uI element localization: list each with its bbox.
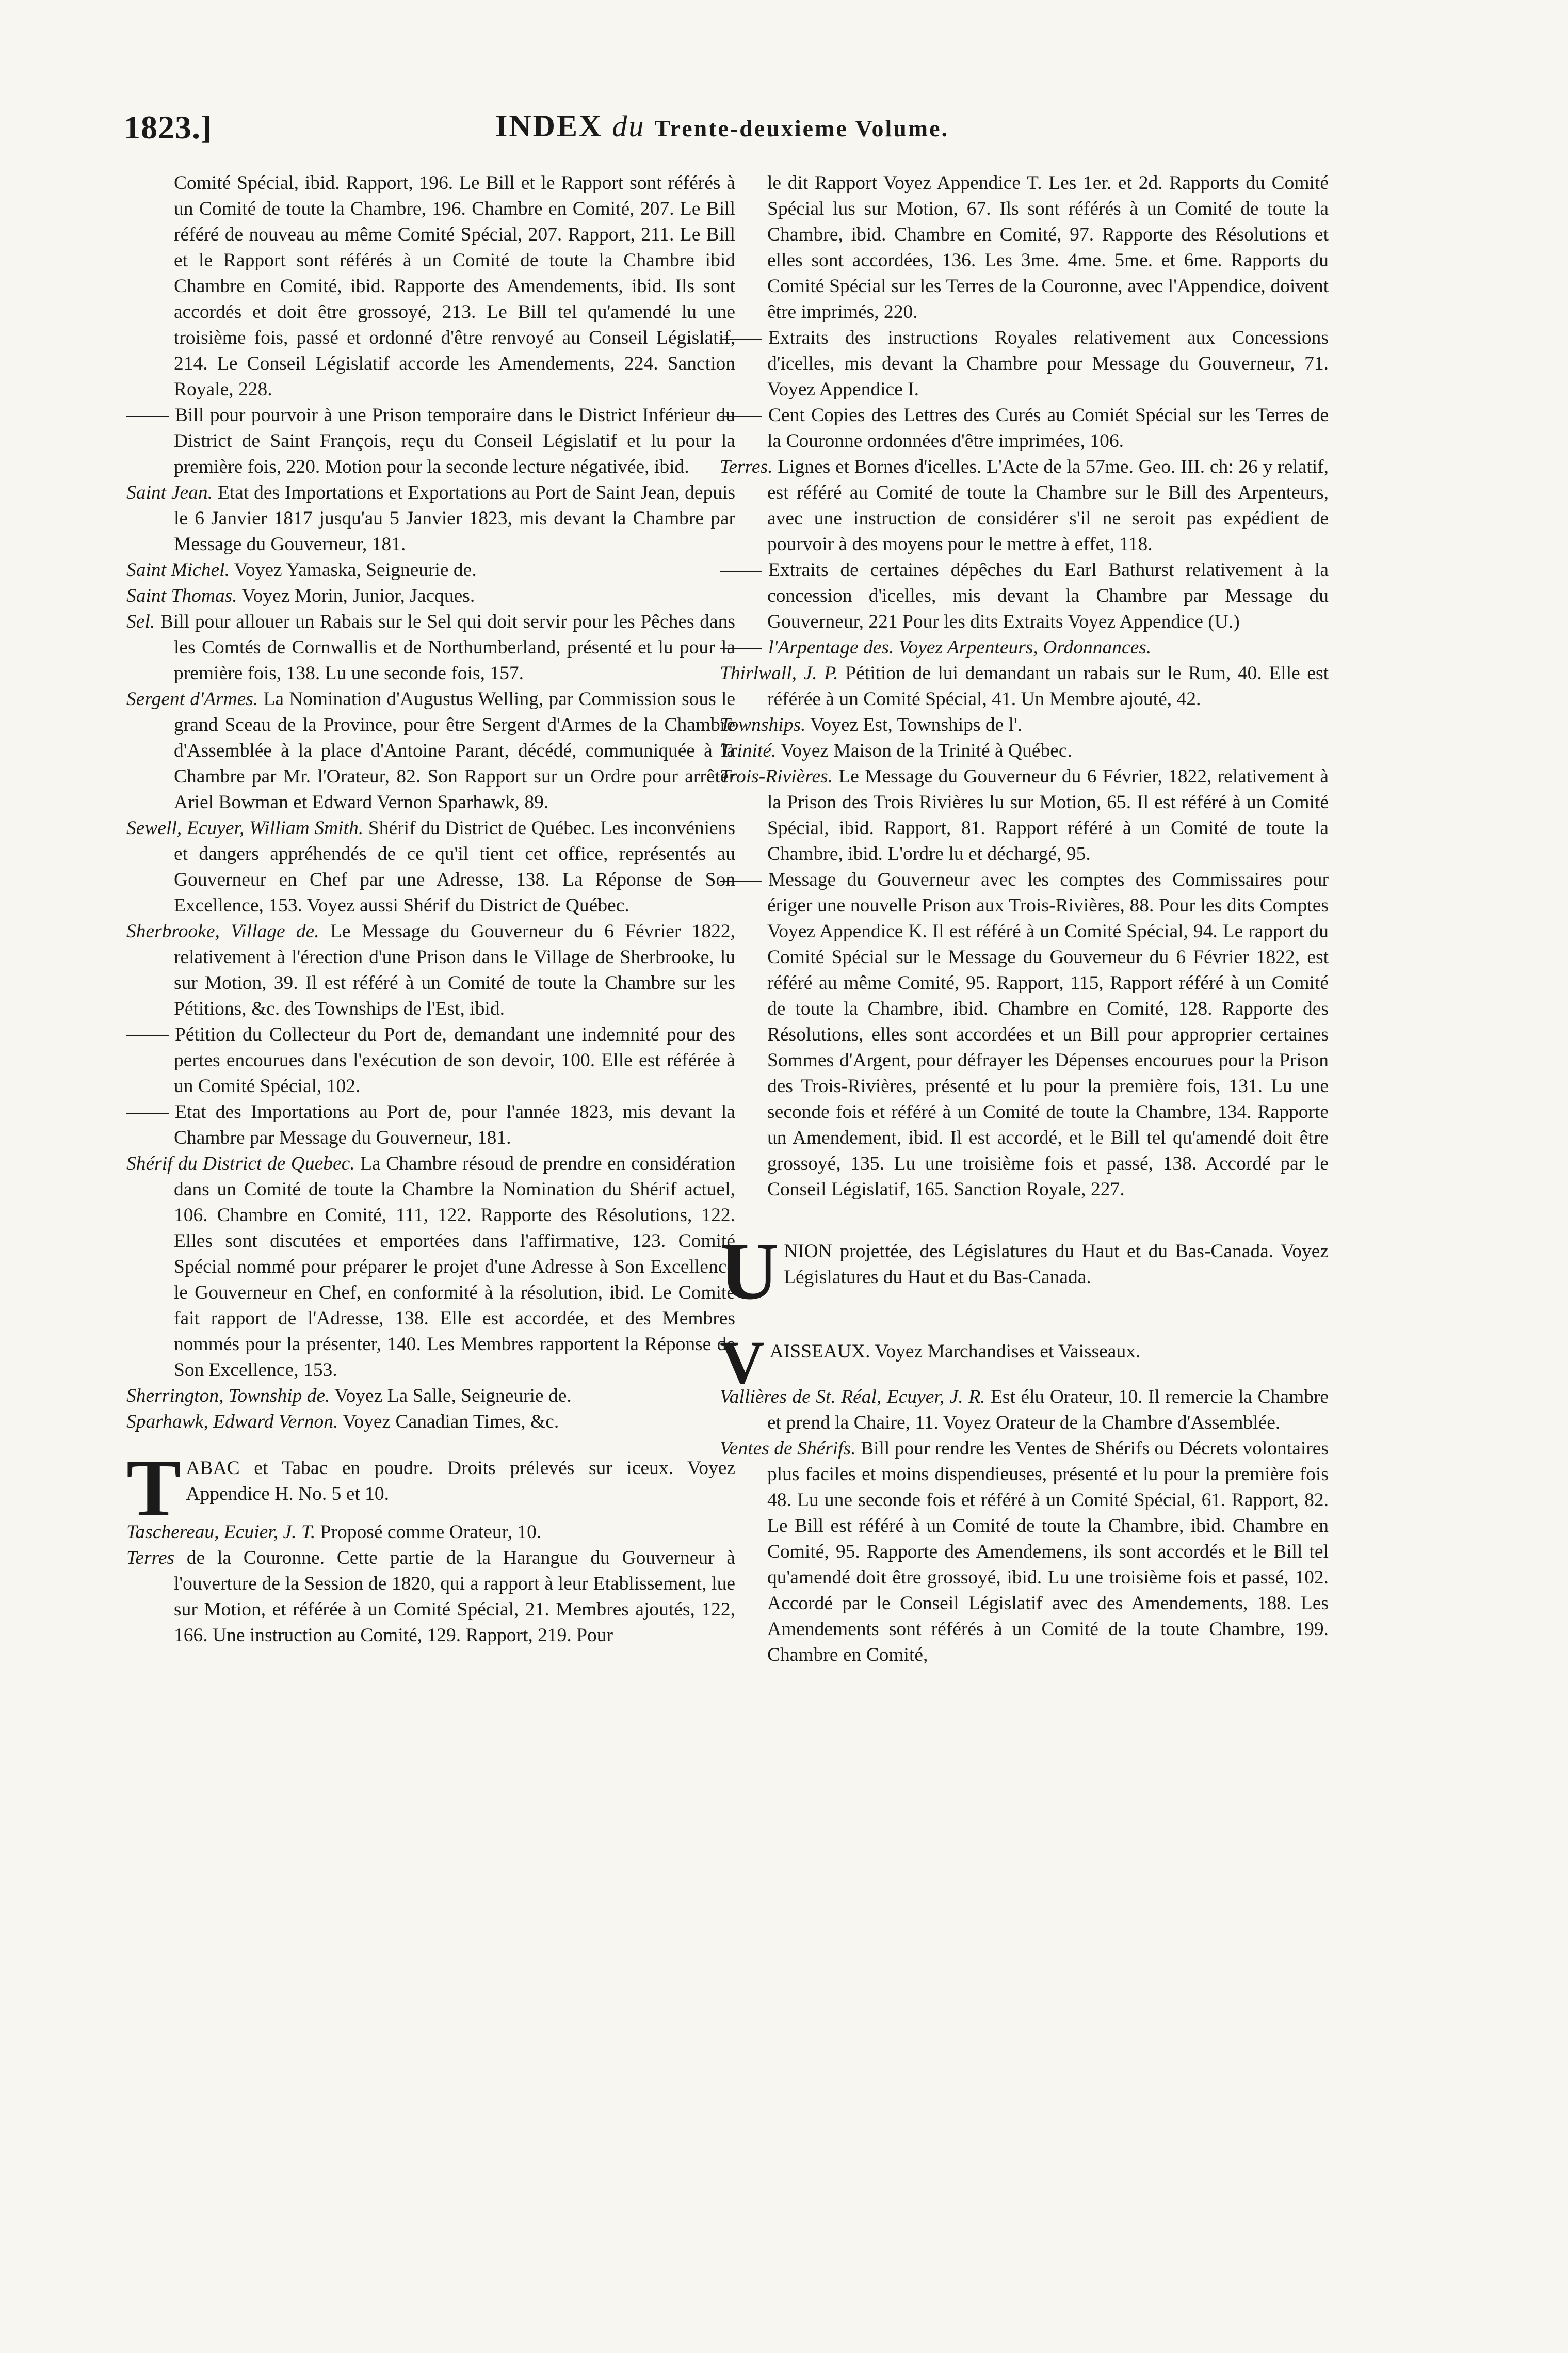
entry-head: Ventes de Shérifs. <box>720 1438 856 1459</box>
entry-text: Bill pour allouer un Rabais sur le Sel qui doit servir pour les Pêches dans les Comtés de Cornwallis et de Northumberland, présenté et lu pour la première fois, 138. Lu une seconde fois, 157. <box>160 611 736 684</box>
entry-text: Le Message du Gouverneur du 6 Février 1822, relativement à l'érection d'une Prison dans le Village de Sherbrooke, lu sur Motion, 39. Il est référé à un Comité de toute la Chambre sur les Pétitions, &c. des Townships de l'Est, ibid. <box>174 921 736 1019</box>
dash-rule <box>720 648 762 649</box>
dash-rule <box>126 1035 169 1036</box>
entry-sherif-quebec <box>126 1151 735 1383</box>
entry-text: Lignes et Bornes d'icelles. L'Acte de la 57me. Geo. III. ch: 26 y relatif, est référé au Comité de toute la Chambre sur le Bill des Arpenteurs, avec une instruction de considérer s'il ne seroit pas expédient de pourvoir à des moyens pour le mettre à effet, 118. <box>767 456 1329 555</box>
entry-text: Cent Copies des Lettres des Curés au Comiét Spécial sur les Terres de la Couronne ordonnées d'être imprimées, 106. <box>767 405 1329 452</box>
entry-text: Voyez Yamaska, Seigneurie de. <box>234 559 477 581</box>
entry-saint-thomas <box>126 583 735 609</box>
entry-text: Voyez Est, Townships de l'. <box>810 714 1023 735</box>
entry-continuation <box>126 170 735 403</box>
section-gap <box>720 1303 1329 1339</box>
right-column <box>720 170 1329 1668</box>
sub-entry <box>720 557 1329 635</box>
entry-text: Etat des Importations au Port de, pour l'année 1823, mis devant la Chambre par Message du Gouverneur, 181. <box>174 1101 735 1148</box>
entry-vallieres <box>720 1384 1329 1436</box>
sub-entry <box>720 867 1329 1203</box>
entry-text: Etat des Importations et Exportations au Port de Saint Jean, depuis le 6 Janvier 1817 jusqu'au 5 Janvier 1823, mis devant la Chambre par Message du Gouverneur, 181. <box>174 482 735 555</box>
entry-head: Trois-Rivières. <box>720 766 833 787</box>
entry-text: Extraits de certaines dépêches du Earl Bathurst relativement à la concession d'icelles, mis devant la Chambre par Message du Gouverneur, 221 Pour les dits Extraits Voyez Appendice (U.) <box>767 559 1329 632</box>
entry-head: Sewell, Ecuyer, William Smith. <box>126 818 364 839</box>
entry-head: Terres <box>126 1547 175 1568</box>
entry-text: Pétition du Collecteur du Port de, demandant une indemnité pour des pertes encourues dans l'exécution de son devoir, 100. Elle est référée à un Comité Spécial, 102. <box>174 1024 735 1097</box>
entry-text: Message du Gouverneur avec les comptes des Commissaires pour ériger une nouvelle Prison aux Trois-Rivières, 88. Pour les dits Comptes Voyez Appendice K. Il est référé à un Comité Spécial, 94. Le rapport du Comité Spécial sur le Message du Gouverneur du 6 Février 1822, est référé au même Comité, 95. Rapport, 115, Rapport référé à un Comité de toute la Chambre, ibid. Chambre en Comité, 128. Rapporte des Résolutions, elles sont accordées et un Bill pour approprier certaines Sommes d'Argent, pour défrayer les Dépenses encourues pour la Prison des Trois-Rivières, présenté et lu pour la première fois, 131. Lu une seconde fois et référé à un Comité de toute la Chambre, 134. Rapporte un Amendement, ibid. Il est accordé, et le Bill tel qu'amendé doit être grossoyé, 135. Lu une troisième fois et passé, 138. Accordé par le Conseil Législatif, 165. Sanction Royale, 227. <box>767 869 1329 1200</box>
entry-trinite <box>720 738 1329 764</box>
entry-text: Voyez La Salle, Seigneurie de. <box>334 1385 572 1406</box>
sub-entry <box>126 403 735 480</box>
entry-head: Townships. <box>720 714 806 735</box>
entry-sherrington <box>126 1383 735 1409</box>
entry-head: Trinité. <box>720 740 777 761</box>
sub-entry <box>126 1099 735 1151</box>
entry-head: Saint Thomas. <box>126 585 237 606</box>
sub-entry <box>720 403 1329 454</box>
section-gap <box>126 1435 735 1455</box>
entry-text: Voyez Maison de la Trinité à Québec. <box>781 740 1072 761</box>
entry-text: Bill pour rendre les Ventes de Shérifs ou Décrets volontaires plus faciles et moins dispendieuses, présenté et lu pour la première fois 48. Lu une seconde fois et référé à un Comité Spécial, 61. Rapport, 82. Le Bill est référé à un Comité de toute la Chambre, ibid. Chambre en Comité, 95. Rapporte des Amendemens, ils sont accordés et le Bill tel qu'amendé doit être grossoyé, ibid. Lu une troisième fois et passé, 102. Accordé par le Conseil Législatif avec des Amendements, 188. Les Amendements sont référés à un Comité de la toute Chambre, 199. Chambre en Comité, <box>767 1438 1329 1666</box>
entry-text: Shérif du District de Québec. Les inconvéniens et dangers appréhendés de ce qu'il tient cet office, représentés au Gouverneur en Chef par une Adresse, 138. La Réponse de Son Excellence, 153. Voyez aussi Shérif du District de Québec. <box>174 818 736 916</box>
entry-text: de la Couronne. Cette partie de la Harangue du Gouverneur à l'ouverture de la Session de 1820, qui a rapport à leur Etablissement, lue sur Motion, et référée à un Comité Spécial, 21. Membres ajoutés, 122, 166. Une instruction au Comité, 129. Rapport, 219. Pour <box>174 1547 735 1646</box>
entry-text: AISSEAUX. Voyez Marchandises et Vaisseaux. <box>769 1341 1141 1362</box>
entry-text: Le Message du Gouverneur du 6 Février, 1822, relativement à la Prison des Trois Rivières lu sur Motion, 65. Il est référé à un Comité Spécial, ibid. Rapport, 81. Rapport référé à un Comité de toute la Chambre, ibid. L'ordre lu et déchargé, 95. <box>767 766 1329 865</box>
title-italic: du <box>612 109 645 143</box>
entry-text: Bill pour pourvoir à une Prison temporaire dans le District Inférieur du District de Saint François, reçu du Conseil Législatif et lu pour la première fois, 220. Motion pour la seconde lecture négativée, ibid. <box>174 405 735 477</box>
entry-ventes-sherifs <box>720 1436 1329 1668</box>
entry-sewell <box>126 815 735 919</box>
entry-text: Proposé comme Orateur, 10. <box>320 1522 542 1543</box>
entry-text: Voyez Morin, Junior, Jacques. <box>241 585 475 606</box>
drop-cap-v: V <box>720 1328 765 1397</box>
entry-head: Thirlwall, J. P. <box>720 663 838 684</box>
sub-entry <box>720 325 1329 403</box>
entry-sparhawk <box>126 1409 735 1435</box>
title-small: Trente-deuxieme Volume. <box>654 115 949 141</box>
left-column <box>126 170 735 1648</box>
dash-rule <box>720 881 762 882</box>
dash-rule <box>720 416 762 417</box>
entry-taschereau <box>126 1519 735 1545</box>
entry-sel <box>126 609 735 686</box>
section-u-lead <box>720 1226 1329 1317</box>
page-year: 1823.] <box>124 109 213 146</box>
entry-head: Sherrington, Township de. <box>126 1385 330 1406</box>
entry-head: Taschereau, Ecuier, J. T. <box>126 1522 316 1543</box>
entry-text: NION projettée, des Législatures du Haut et du Bas-Canada. Voyez Législatures du Haut et du Bas-Canada. <box>784 1241 1329 1288</box>
entry-head: Saint Michel. <box>126 559 230 581</box>
entry-text: ABAC et Tabac en poudre. Droits prélevés sur iceux. Voyez Appendice H. No. 5 et 10. <box>186 1458 735 1504</box>
entry-head: Sparhawk, Edward Vernon. <box>126 1411 338 1432</box>
entry-townships <box>720 712 1329 738</box>
entry-text: La Chambre résoud de prendre en considération dans un Comité de toute la Chambre la Nomination du Shérif actuel, 106. Chambre en Comité, 111, 122. Rapporte des Résolutions, 122. Elles sont discutées et emportées dans l'affirmative, 123. Comité Spécial nommé pour préparer le projet d'une Adresse à Son Excellence le Gouverneur en Chef, en conformité à la résolution, ibid. Le Comité fait rapport de l'Adresse, 138. Elle est accordée, et des Membres nommés pour la présenter, 140. Les Membres rapportent la Réponse de Son Excellence, 153. <box>174 1153 735 1381</box>
entry-head: Sherbrooke, Village de. <box>126 921 319 942</box>
dash-rule <box>126 416 169 417</box>
entry-head: Terres. <box>720 456 773 477</box>
drop-cap-t: T <box>126 1443 181 1533</box>
running-header <box>124 103 1445 160</box>
drop-cap-u: U <box>720 1226 779 1317</box>
entry-trois-rivieres <box>720 764 1329 867</box>
dash-rule <box>720 571 762 572</box>
entry-sergent-darmes <box>126 686 735 815</box>
dash-rule <box>720 339 762 340</box>
section-gap <box>720 1203 1329 1239</box>
entry-text: Est élu Orateur, 10. Il remercie la Chambre et prend la Chaire, 11. Voyez Orateur de la Chambre d'Assemblée. <box>767 1386 1329 1433</box>
entry-saint-jean <box>126 480 735 557</box>
title-main: INDEX <box>495 109 603 143</box>
entry-sherbrooke <box>126 919 735 1022</box>
entry-text: La Nomination d'Augustus Welling, par Commission sous le grand Sceau de la Province, pour être Sergent d'Armes de la Chambre d'Assemblée à la place d'Antoine Parant, décédé, communiquée à la Chambre par Mr. l'Orateur, 82. Son Rapport sur un Ordre pour arrêter Ariel Bowman et Edward Vernon Sparhawk, 89. <box>174 689 736 813</box>
entry-thirlwall <box>720 661 1329 712</box>
entry-text: Voyez Canadian Times, &c. <box>343 1411 559 1432</box>
entry-head: Shérif du District de Quebec. <box>126 1153 355 1174</box>
entry-text: Extraits des instructions Royales relativement aux Concessions d'icelles, mis devant la Chambre pour Message du Gouverneur, 71. Voyez Appendice I. <box>767 327 1329 400</box>
entry-terres-lignes <box>720 454 1329 557</box>
entry-text: Comité Spécial, ibid. Rapport, 196. Le Bill et le Rapport sont référés à un Comité de toute la Chambre, 196. Chambre en Comité, 207. Le Bill référé de nouveau au même Comité Spécial, 207. Rapport, 211. Le Bill et le Rapport sont référés à un Comité de toute la Chambre ibid Chambre en Comité, ibid. Rapporte des Amendements, ibid. Ils sont accordés et doit être grossoyé, 213. Le Bill tel qu'amendé lu une troisième fois, passé et ordonné d'être renvoyé au Conseil Législatif, 214. Le Conseil Législatif accorde les Amendements, 224. Sanction Royale, 228. <box>174 172 735 400</box>
dash-rule <box>126 1113 169 1114</box>
entry-text: le dit Rapport Voyez Appendice T. Les 1er. et 2d. Rapports du Comité Spécial lus sur Motion, 67. Ils sont référés à un Comité de toute la Chambre, ibid. Chambre en Comité, 97. Rapporte des Résolutions et elles sont accordées, 136. Les 3me. 4me. 5me. et 6me. Rapports du Comité Spécial sur les Terres de la Couronne, avec l'Appendice, doivent être imprimés, 220. <box>767 172 1329 323</box>
entry-terres-couronne <box>126 1545 735 1648</box>
entry-head: Vallières de St. Réal, Ecuyer, J. R. <box>720 1386 985 1407</box>
running-title <box>495 108 949 144</box>
entry-head: Saint Jean. <box>126 482 213 503</box>
entry-text: Pétition de lui demandant un rabais sur le Rum, 40. Elle est référée à un Comité Spécial, 41. Un Membre ajouté, 42. <box>767 663 1329 710</box>
entry-saint-michel <box>126 557 735 583</box>
sub-entry <box>720 635 1329 661</box>
sub-entry <box>126 1022 735 1099</box>
entry-continuation <box>720 170 1329 325</box>
entry-head: Sergent d'Armes. <box>126 689 258 710</box>
entry-text: l'Arpentage des. Voyez Arpenteurs, Ordonnances. <box>768 637 1152 658</box>
entry-head: Sel. <box>126 611 155 632</box>
